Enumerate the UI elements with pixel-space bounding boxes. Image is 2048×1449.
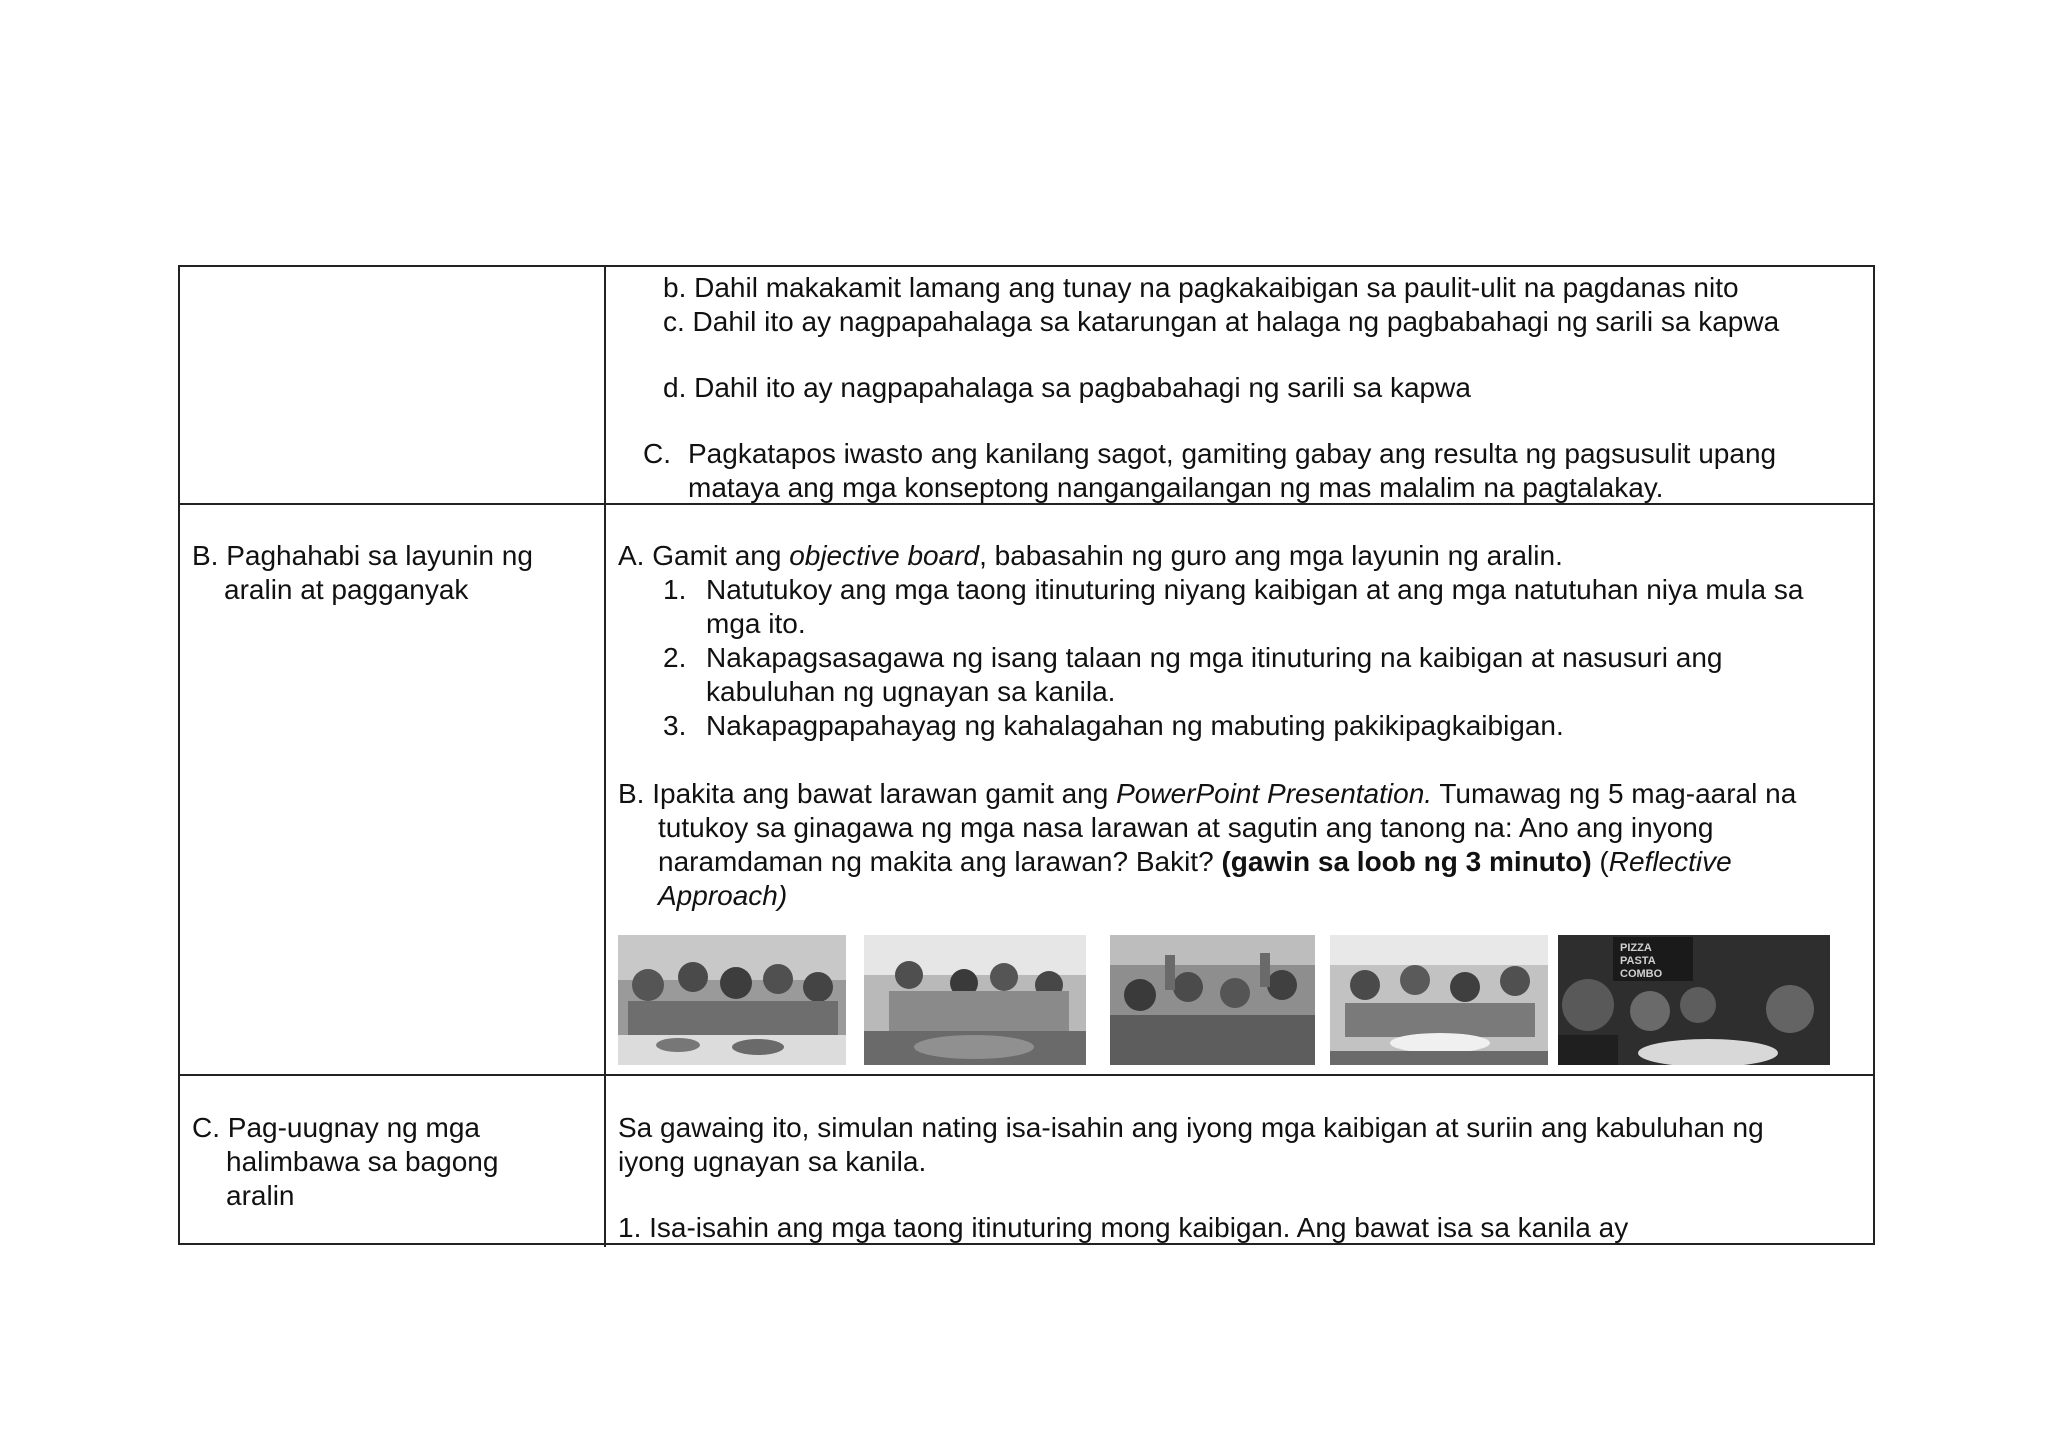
svg-text:PIZZA: PIZZA: [1620, 942, 1652, 954]
item-c-line2: mataya ang mga konseptong nangangailangan ng mas malalim na pagtalakay.: [688, 472, 1664, 503]
activity-b-line2: tutukoy sa ginagawa ng mga nasa larawan at sagutin ang tanong na: Ano ang inyong: [658, 812, 1714, 843]
objective-1-line1: Natutukoy ang mga taong itinuturing niyang kaibigan at ang mga natutuhan niya mula sa: [706, 574, 1804, 605]
column-divider: [604, 505, 606, 1074]
photo-friends-cafe: [1330, 935, 1548, 1065]
photo-friends-beach: [864, 935, 1086, 1065]
photo-friends-restaurant: [1558, 935, 1830, 1065]
photo-friends-cheering: [1110, 935, 1315, 1065]
row-label-line1: C. Pag-uugnay ng mga: [192, 1112, 480, 1143]
list-item-1: 1. Isa-isahin ang mga taong itinuturing mong kaibigan. Ang bawat isa sa kanila ay: [618, 1212, 1629, 1243]
paragraph-line1: Sa gawaing ito, simulan nating isa-isahin ang iyong mga kaibigan at suriin ang kabuluhan ng: [618, 1112, 1764, 1143]
lesson-plan-table: [178, 265, 1875, 1245]
activity-b-line1: B. Ipakita ang bawat larawan gamit ang PowerPoint Presentation. Tumawag ng 5 mag-aaral na: [618, 778, 1797, 809]
photo-friends-dining: [618, 935, 846, 1065]
choice-d: d. Dahil ito ay nagpapahalaga sa pagbabahagi ng sarili sa kapwa: [663, 372, 1471, 403]
activity-b-line4: Approach): [658, 880, 788, 911]
objective-2-line1: Nakapagsasagawa ng isang talaan ng mga itinuturing na kaibigan at nasusuri ang: [706, 642, 1723, 673]
objective-3-line1: Nakapagpapahayag ng kahalagahan ng mabuting pakikipagkaibigan.: [706, 710, 1564, 741]
item-c-line1: Pagkatapos iwasto ang kanilang sagot, gamiting gabay ang resulta ng pagsusulit upang: [688, 438, 1777, 469]
objective-1-number: 1.: [663, 574, 687, 605]
row-label-line2: aralin at pagganyak: [224, 574, 469, 605]
svg-text:COMBO: COMBO: [1620, 968, 1663, 980]
table-row: [180, 505, 1873, 1076]
svg-text:PASTA: PASTA: [1620, 955, 1656, 967]
row-label-line3: aralin: [226, 1180, 295, 1211]
row-label-line2: halimbawa sa bagong: [226, 1146, 499, 1177]
column-divider: [604, 1076, 606, 1247]
objective-3-number: 3.: [663, 710, 687, 741]
objective-2-line2: kabuluhan ng ugnayan sa kanila.: [706, 676, 1116, 707]
friends-photo-strip: [618, 935, 1818, 1065]
paragraph-line2: iyong ugnayan sa kanila.: [618, 1146, 927, 1177]
objective-2-number: 2.: [663, 642, 687, 673]
activity-b-line3: naramdaman ng makita ang larawan? Bakit? (gawin sa loob ng 3 minuto) (Reflective: [658, 846, 1732, 877]
objective-intro: A. Gamit ang objective board, babasahin ng guro ang mga layunin ng aralin.: [618, 540, 1563, 571]
table-row: [180, 267, 1873, 505]
table-row: [180, 1076, 1873, 1247]
item-c-label: C.: [643, 438, 671, 469]
choice-c: c. Dahil ito ay nagpapahalaga sa katarungan at halaga ng pagbabahagi ng sarili sa kapwa: [663, 306, 1780, 337]
row-label-line1: B. Paghahabi sa layunin ng: [192, 540, 533, 571]
choice-b: b. Dahil makakamit lamang ang tunay na pagkakaibigan sa paulit-ulit na pagdanas nito: [663, 272, 1739, 303]
objective-1-line2: mga ito.: [706, 608, 806, 639]
column-divider: [604, 267, 606, 503]
